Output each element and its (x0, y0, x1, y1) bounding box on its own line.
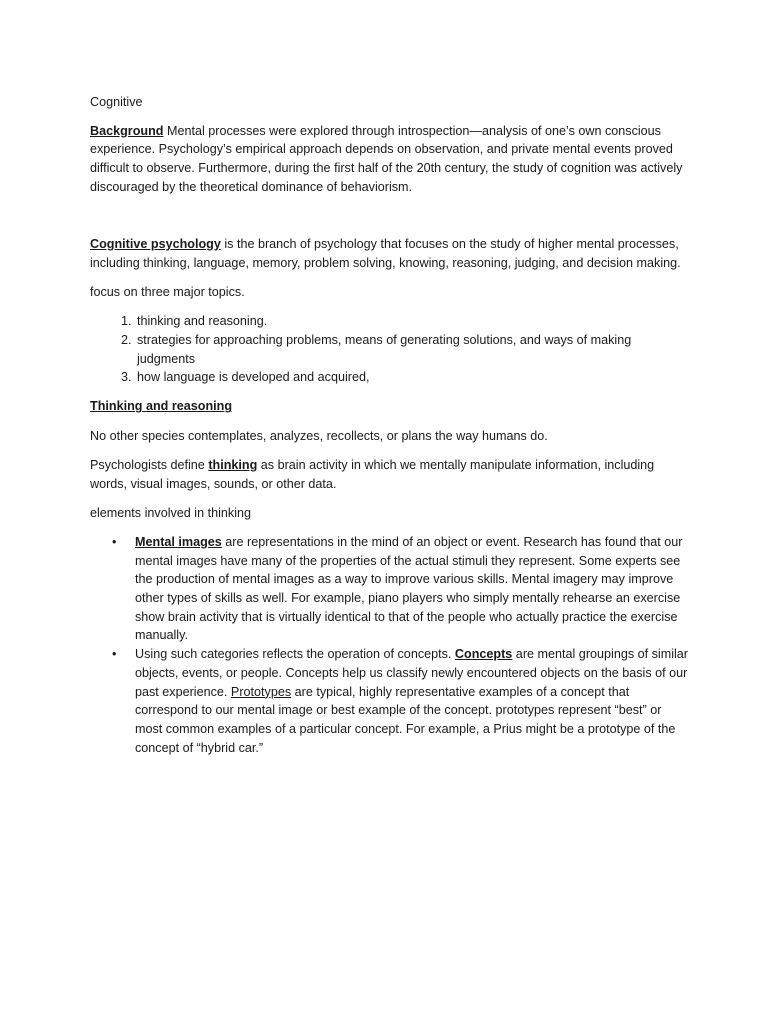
document-title: Cognitive (90, 95, 143, 109)
bullet-icon: • (112, 647, 117, 662)
concepts-prefix: Using such categories reflects the operation of concepts. (135, 647, 455, 662)
bullet-mental-images (90, 533, 690, 645)
thinking-heading-text: Thinking and reasoning (90, 399, 233, 414)
cognitive-psychology-paragraph (90, 235, 690, 272)
background-paragraph (90, 122, 690, 197)
bullet-concepts (90, 645, 690, 757)
concepts-suffix: are typical, highly representative examples of a concept that correspond to our mental image or best example of the concept. prototypes represent “best” or most common examples of a particular concept. For example, a Prius might be a prototype of the concept of “hybrid car.” (135, 684, 676, 755)
species-line: No other species contemplates, analyzes, recollects, or plans the way humans do. (90, 428, 548, 443)
elements-intro: elements involved in thinking (90, 505, 252, 520)
bullet-icon: • (112, 534, 117, 549)
elements-list (90, 533, 690, 757)
thinking-heading (90, 397, 690, 416)
focus-intro: focus on three major topics. (90, 284, 245, 299)
thinking-definition (90, 456, 690, 493)
mental-images-term: Mental images (135, 534, 222, 549)
topic-item: 3. how language is developed and acquired, (135, 368, 690, 387)
topics-list (90, 312, 690, 387)
thinking-def-suffix: as brain activity in which we mentally manipulate information, including words, visual images, sounds, or other data. (90, 457, 655, 491)
background-text: Mental processes were explored through introspection—analysis of one’s own conscious experience. Psychology’s empirical approach depends on observation, and private mental events proved difficult to observe. Furthermore, during the first half of the 20th century, the study of cognition was actively discouraged by the theoretical dominance of behaviorism. (90, 123, 683, 194)
mental-images-text: are representations in the mind of an object or event. Research has found that our mental images have many of the properties of the actual stimuli they represent. Some experts see the production of mental images as a way to improve various skills. Mental imagery may improve other types of skills as well. For example, piano players who simply mentally rehearse an exercise show brain activity that is virtually identical to that of the people who actually practice the exercise manually. (135, 534, 683, 643)
document-page (90, 93, 690, 757)
thinking-term: thinking (208, 457, 258, 472)
concepts-middle: are mental groupings of similar objects, events, or people. Concepts help us classify newly encountered objects on the basis of our past experience. (135, 647, 689, 699)
concepts-term: Concepts (454, 647, 513, 662)
prototypes-term: Prototypes (230, 684, 292, 699)
background-term: Background (90, 123, 164, 138)
topic-item: 2. strategies for approaching problems, means of generating solutions, and ways of making judgments (135, 331, 690, 368)
thinking-def-prefix: Psychologists define (90, 457, 209, 472)
topic-item: 1. thinking and reasoning. (135, 312, 690, 331)
paragraph-gap (90, 207, 690, 235)
cognitive-psychology-term: Cognitive psychology (90, 237, 221, 252)
cognitive-psychology-text: is the branch of psychology that focuses on the study of higher mental processes, including thinking, language, memory, problem solving, knowing, reasoning, judging, and decision making. (90, 237, 681, 270)
